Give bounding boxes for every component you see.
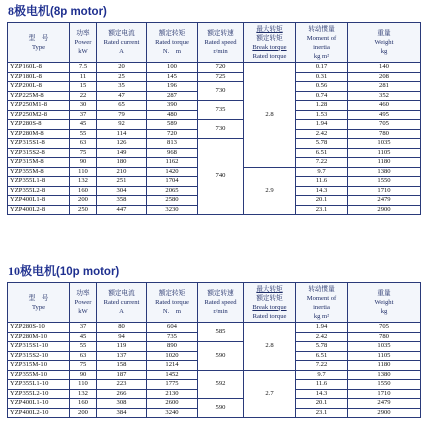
header-max-torque-ratio: 最大转矩 额定转矩 Break torque Rated torque xyxy=(244,283,296,323)
cell-inertia: 1.94 xyxy=(296,323,348,333)
cell-torque-ratio: 2.8 xyxy=(244,323,296,371)
cell-current: 251 xyxy=(97,177,147,187)
cell-power: 110 xyxy=(70,380,97,390)
cell-type: YZP225M-8 xyxy=(8,91,70,101)
header-weight: 重量 Weight kg xyxy=(348,283,421,323)
cell-type: YZP315S2-8 xyxy=(8,148,70,158)
cell-torque: 3230 xyxy=(147,205,198,215)
cell-torque: 100 xyxy=(147,63,198,73)
header-current: 额定电流 Rated current A xyxy=(97,283,147,323)
cell-current: 94 xyxy=(97,332,147,342)
cell-torque: 1452 xyxy=(147,370,198,380)
cell-torque-ratio: 2.7 xyxy=(244,370,296,418)
cell-current: 149 xyxy=(97,148,147,158)
cell-current: 223 xyxy=(97,380,147,390)
cell-type: YZP280S-8 xyxy=(8,120,70,130)
cell-torque: 813 xyxy=(147,139,198,149)
cell-power: 7.5 xyxy=(70,63,97,73)
table-row xyxy=(8,342,421,352)
section-10p-title xyxy=(8,262,119,279)
cell-speed: 725 xyxy=(198,72,244,82)
cell-type: YZP280S-10 xyxy=(8,323,70,333)
table-row xyxy=(8,72,421,82)
cell-power: 55 xyxy=(70,342,97,352)
cell-type: YZP315S2-10 xyxy=(8,351,70,361)
cell-current: 25 xyxy=(97,72,147,82)
cell-torque: 145 xyxy=(147,72,198,82)
table-row xyxy=(8,120,421,130)
cell-torque: 390 xyxy=(147,101,198,111)
cell-current: 35 xyxy=(97,82,147,92)
header-current: 额定电流 Rated current A xyxy=(97,23,147,63)
cell-current: 137 xyxy=(97,351,147,361)
cell-torque: 1020 xyxy=(147,351,198,361)
cell-current: 20 xyxy=(97,63,147,73)
cell-weight: 705 xyxy=(348,323,421,333)
cell-power: 37 xyxy=(70,110,97,120)
cell-torque: 735 xyxy=(147,332,198,342)
cell-power: 63 xyxy=(70,351,97,361)
section-8p-title xyxy=(8,2,107,19)
cell-inertia: 9.7 xyxy=(296,167,348,177)
cell-weight: 1035 xyxy=(348,139,421,149)
cell-speed: 592 xyxy=(198,370,244,399)
cell-speed: 720 xyxy=(198,63,244,73)
cell-inertia: 1.53 xyxy=(296,110,348,120)
cell-type: YZP315S1-8 xyxy=(8,139,70,149)
cell-torque: 1214 xyxy=(147,361,198,371)
motor-spec-table-8p xyxy=(7,22,421,215)
cell-speed: 740 xyxy=(198,139,244,215)
cell-weight: 140 xyxy=(348,63,421,73)
header-weight: 重量 Weight kg xyxy=(348,23,421,63)
cell-weight: 1380 xyxy=(348,370,421,380)
cell-inertia: 1.94 xyxy=(296,120,348,130)
cell-power: 55 xyxy=(70,129,97,139)
cell-torque: 2580 xyxy=(147,196,198,206)
cell-speed: 735 xyxy=(198,101,244,120)
cell-type: YZP400L2-8 xyxy=(8,205,70,215)
section-10p-title-en: (10p motor) xyxy=(56,266,120,278)
table-row xyxy=(8,82,421,92)
cell-type: YZP400L1-10 xyxy=(8,399,70,409)
cell-weight: 2479 xyxy=(348,196,421,206)
cell-speed: 590 xyxy=(198,342,244,371)
cell-current: 447 xyxy=(97,205,147,215)
cell-power: 160 xyxy=(70,186,97,196)
cell-torque: 287 xyxy=(147,91,198,101)
cell-type: YZP355L1-10 xyxy=(8,380,70,390)
cell-power: 90 xyxy=(70,370,97,380)
cell-weight: 208 xyxy=(348,72,421,82)
cell-torque: 1420 xyxy=(147,167,198,177)
cell-current: 210 xyxy=(97,167,147,177)
cell-type: YZP355L1-8 xyxy=(8,177,70,187)
cell-type: YZP315S1-10 xyxy=(8,342,70,352)
cell-power: 75 xyxy=(70,148,97,158)
section-10p-title-cn: 10极电机 xyxy=(8,264,57,278)
cell-torque-ratio: 2.9 xyxy=(244,167,296,215)
cell-weight: 2479 xyxy=(348,399,421,409)
cell-inertia: 14.3 xyxy=(296,186,348,196)
cell-torque: 2600 xyxy=(147,399,198,409)
cell-power: 45 xyxy=(70,120,97,130)
cell-current: 80 xyxy=(97,323,147,333)
cell-weight: 1180 xyxy=(348,361,421,371)
cell-weight: 1710 xyxy=(348,389,421,399)
cell-inertia: 1.28 xyxy=(296,101,348,111)
cell-type: YZP400L1-8 xyxy=(8,196,70,206)
cell-current: 308 xyxy=(97,399,147,409)
cell-torque: 480 xyxy=(147,110,198,120)
cell-current: 187 xyxy=(97,370,147,380)
table-row xyxy=(8,399,421,409)
cell-inertia: 0.17 xyxy=(296,63,348,73)
cell-torque: 3240 xyxy=(147,408,198,418)
cell-inertia: 20.1 xyxy=(296,399,348,409)
cell-power: 200 xyxy=(70,408,97,418)
cell-power: 22 xyxy=(70,91,97,101)
cell-current: 92 xyxy=(97,120,147,130)
cell-speed: 585 xyxy=(198,323,244,342)
cell-weight: 1550 xyxy=(348,380,421,390)
cell-speed: 590 xyxy=(198,399,244,418)
cell-power: 110 xyxy=(70,167,97,177)
cell-torque: 589 xyxy=(147,120,198,130)
cell-inertia: 9.7 xyxy=(296,370,348,380)
cell-inertia: 5.78 xyxy=(296,139,348,149)
table-row xyxy=(8,370,421,380)
cell-speed: 730 xyxy=(198,120,244,139)
cell-power: 45 xyxy=(70,332,97,342)
cell-inertia: 14.3 xyxy=(296,389,348,399)
cell-power: 200 xyxy=(70,196,97,206)
cell-weight: 705 xyxy=(348,120,421,130)
cell-inertia: 2.42 xyxy=(296,332,348,342)
cell-torque: 720 xyxy=(147,129,198,139)
table-row xyxy=(8,101,421,111)
cell-torque: 196 xyxy=(147,82,198,92)
header-power: 功率 Power kW xyxy=(70,23,97,63)
cell-inertia: 5.78 xyxy=(296,342,348,352)
cell-weight: 1035 xyxy=(348,342,421,352)
cell-weight: 460 xyxy=(348,101,421,111)
cell-current: 47 xyxy=(97,91,147,101)
cell-power: 63 xyxy=(70,139,97,149)
cell-weight: 2900 xyxy=(348,408,421,418)
cell-current: 114 xyxy=(97,129,147,139)
cell-weight: 780 xyxy=(348,332,421,342)
cell-weight: 281 xyxy=(348,82,421,92)
cell-power: 75 xyxy=(70,361,97,371)
cell-type: YZP280M-10 xyxy=(8,332,70,342)
cell-type: YZP355L2-10 xyxy=(8,389,70,399)
cell-inertia: 2.42 xyxy=(296,129,348,139)
cell-inertia: 11.6 xyxy=(296,177,348,187)
cell-torque: 890 xyxy=(147,342,198,352)
cell-power: 160 xyxy=(70,399,97,409)
cell-inertia: 11.6 xyxy=(296,380,348,390)
header-inertia: 转动惯量 Moment of inertia kg m² xyxy=(296,283,348,323)
cell-inertia: 6.51 xyxy=(296,148,348,158)
cell-torque: 1775 xyxy=(147,380,198,390)
cell-torque: 1162 xyxy=(147,158,198,168)
cell-current: 180 xyxy=(97,158,147,168)
header-speed: 额定转速 Rated speed r/min xyxy=(198,283,244,323)
cell-type: YZP355M-10 xyxy=(8,370,70,380)
cell-weight: 780 xyxy=(348,129,421,139)
cell-type: YZP355M-8 xyxy=(8,167,70,177)
cell-torque: 2130 xyxy=(147,389,198,399)
cell-inertia: 7.22 xyxy=(296,158,348,168)
cell-current: 304 xyxy=(97,186,147,196)
cell-power: 132 xyxy=(70,389,97,399)
header-inertia: 转动惯量 Moment of inertia kg m² xyxy=(296,23,348,63)
cell-weight: 1180 xyxy=(348,158,421,168)
cell-type: YZP315M-10 xyxy=(8,361,70,371)
cell-weight: 1710 xyxy=(348,186,421,196)
cell-power: 15 xyxy=(70,82,97,92)
cell-power: 132 xyxy=(70,177,97,187)
cell-type: YZP250M1-8 xyxy=(8,101,70,111)
cell-type: YZP315M-8 xyxy=(8,158,70,168)
cell-inertia: 7.22 xyxy=(296,361,348,371)
section-8p-title-en: (8p motor) xyxy=(50,6,107,18)
header-type: 型 号 Type xyxy=(8,283,70,323)
cell-inertia: 0.74 xyxy=(296,91,348,101)
cell-power: 37 xyxy=(70,323,97,333)
cell-power: 90 xyxy=(70,158,97,168)
cell-type: YZP355L2-8 xyxy=(8,186,70,196)
cell-power: 11 xyxy=(70,72,97,82)
cell-current: 358 xyxy=(97,196,147,206)
cell-torque-ratio: 2.8 xyxy=(244,63,296,168)
cell-weight: 2900 xyxy=(348,205,421,215)
cell-current: 126 xyxy=(97,139,147,149)
table-row xyxy=(8,323,421,333)
header-type: 型 号 Type xyxy=(8,23,70,63)
cell-type: YZP280M-8 xyxy=(8,129,70,139)
header-power: 功率 Power kW xyxy=(70,283,97,323)
cell-inertia: 0.56 xyxy=(296,82,348,92)
cell-weight: 1550 xyxy=(348,177,421,187)
cell-type: YZP160L-8 xyxy=(8,63,70,73)
cell-torque: 968 xyxy=(147,148,198,158)
cell-torque: 2065 xyxy=(147,186,198,196)
cell-power: 250 xyxy=(70,205,97,215)
section-8p-title-cn: 8极电机 xyxy=(8,4,51,18)
cell-type: YZP250M2-8 xyxy=(8,110,70,120)
cell-current: 384 xyxy=(97,408,147,418)
cell-torque: 604 xyxy=(147,323,198,333)
cell-weight: 352 xyxy=(348,91,421,101)
cell-inertia: 20.1 xyxy=(296,196,348,206)
header-torque: 额定转矩 Rated torque N. m xyxy=(147,23,198,63)
cell-current: 119 xyxy=(97,342,147,352)
cell-type: YZP400L2-10 xyxy=(8,408,70,418)
header-speed: 额定转速 Rated speed r/min xyxy=(198,23,244,63)
cell-power: 30 xyxy=(70,101,97,111)
header-max-torque-ratio: 最大转矩 额定转矩 Break torque Rated torque xyxy=(244,23,296,63)
cell-weight: 495 xyxy=(348,110,421,120)
cell-current: 79 xyxy=(97,110,147,120)
cell-current: 266 xyxy=(97,389,147,399)
table-row xyxy=(8,63,421,73)
cell-type: YZP180L-8 xyxy=(8,72,70,82)
cell-speed: 730 xyxy=(198,82,244,101)
cell-weight: 1105 xyxy=(348,351,421,361)
cell-inertia: 6.51 xyxy=(296,351,348,361)
cell-weight: 1380 xyxy=(348,167,421,177)
table-row xyxy=(8,139,421,149)
cell-torque: 1704 xyxy=(147,177,198,187)
cell-weight: 1105 xyxy=(348,148,421,158)
header-torque: 额定转矩 Rated torque N. m xyxy=(147,283,198,323)
cell-inertia: 23.1 xyxy=(296,408,348,418)
cell-inertia: 0.31 xyxy=(296,72,348,82)
cell-current: 65 xyxy=(97,101,147,111)
cell-inertia: 23.1 xyxy=(296,205,348,215)
cell-type: YZP200L-8 xyxy=(8,82,70,92)
motor-spec-table-10p xyxy=(7,282,421,418)
cell-current: 158 xyxy=(97,361,147,371)
